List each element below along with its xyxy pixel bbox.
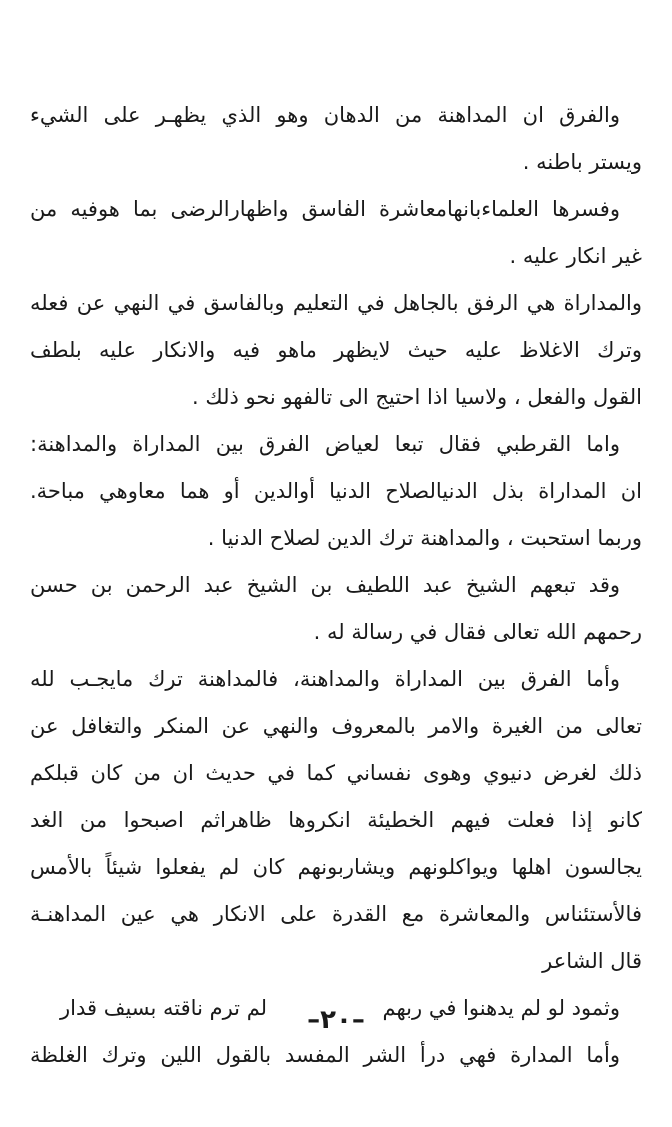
text-line: غير انكار عليه . <box>509 244 642 268</box>
text-line: القول والفعل ، ولاسيا اذا احتيج الى تالفهو نحو ذلك . <box>192 385 642 409</box>
text-line: وأما الفرق بين المداراة والمداهنة، فالمداهنة ترك مايجـب لله <box>30 667 620 691</box>
text-line: وربما استحبت ، والمداهنة ترك الدين لصلاح الدنيا . <box>207 526 642 550</box>
text-line: تعالى من الغيرة والامر بالمعروف والنهي عن المنكر والتغافل عن <box>30 714 642 738</box>
text-line: ان المداراة بذل الدنيالصلاح الدنيا أوالدين أو هما معاوهي مباحة. <box>30 479 642 503</box>
body-text <box>30 92 642 1079</box>
text-line: رحمهم الله تعالى فقال في رسالة له . <box>313 620 642 644</box>
text-line: ذلك لغرض دنيوي وهوى نفساني كما في حديث ان من كان قبلكم <box>30 761 642 785</box>
text-line: والفرق ان المداهنة من الدهان وهو الذي يظهـر على الشيء <box>30 103 620 127</box>
text-line: والمداراة هي الرفق بالجاهل في التعليم وبالفاسق في النهي عن فعله <box>30 291 642 315</box>
text-line: قال الشاعر <box>542 949 642 973</box>
text-line: كانو إذا فعلت فيهم الخطيئة انكروها ظاهراثم اصبحوا من الغد <box>30 808 642 832</box>
text-line: واما القرطبي فقال تبعا لعياض الفرق بين المداراة والمداهنة: <box>30 432 620 456</box>
verse-second-hemistich: لم ترم ناقته بسيف قدار <box>60 996 268 1020</box>
page-number: –٢٠– <box>307 1005 365 1035</box>
text-line: فالأستئناس والمعاشرة مع القدرة على الانكار هي عين المداهنـة <box>30 902 642 926</box>
text-line: وأما المدارة فهي درأ الشر المفسد بالقول اللين وترك الغلظة <box>30 1043 620 1067</box>
verse-first-hemistich: وثمود لو لم يدهنوا في ربهم <box>382 996 620 1020</box>
text-line: وترك الاغلاظ عليه حيث لايظهر ماهو فيه والانكار عليه بلطف <box>30 338 642 362</box>
text-line: يجالسون اهلها ويواكلونهم ويشاربونهم كان لم يفعلوا شيئاً بالأمس <box>30 855 642 879</box>
text-line: ويستر باطنه . <box>522 150 642 174</box>
text-line: وقد تبعهم الشيخ عبد اللطيف بن الشيخ عبد الرحمن بن حسن <box>30 573 620 597</box>
text-line: وفسرها العلماءبانهامعاشرة الفاسق واظهارالرضى بما هوفيه من <box>30 197 620 221</box>
